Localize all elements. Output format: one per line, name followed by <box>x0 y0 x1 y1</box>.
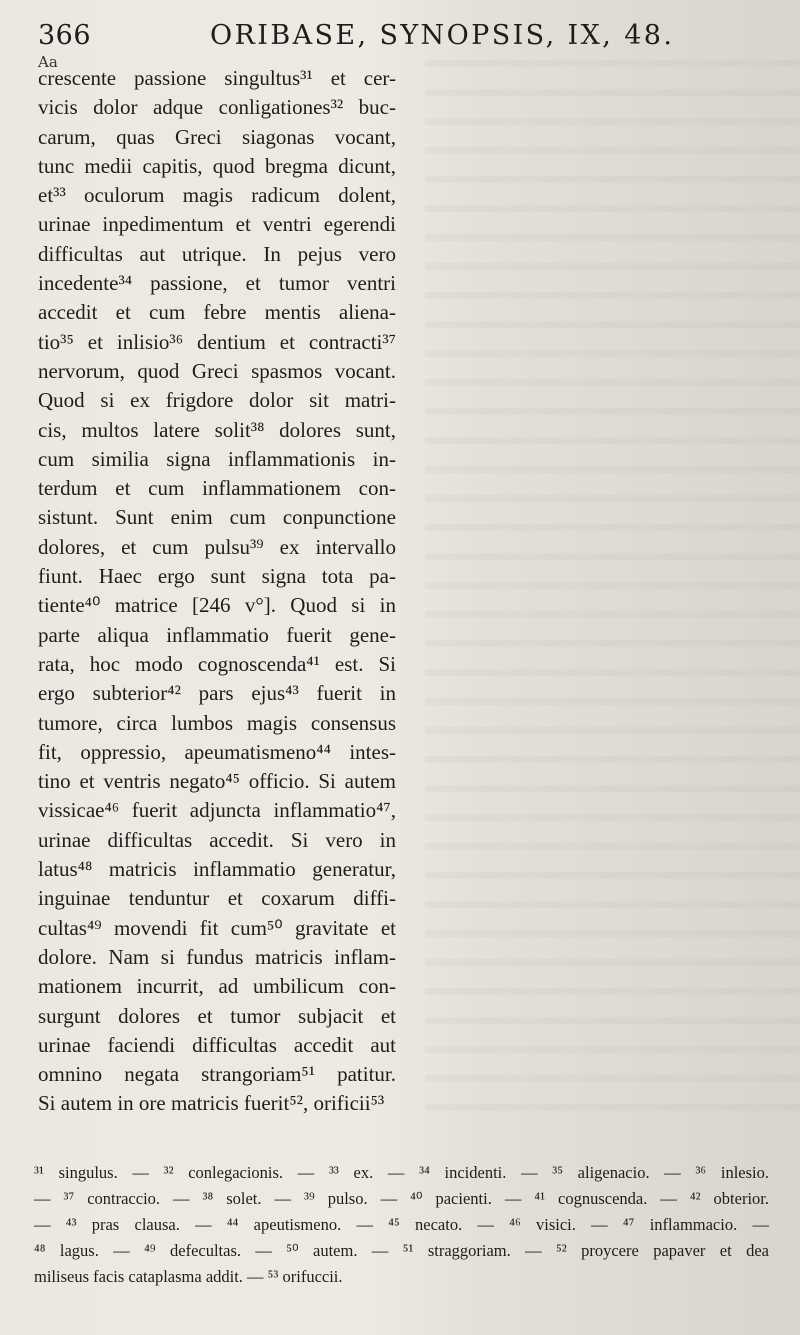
footnote-line: — ³⁷ contraccio. — ³⁸ solet. — ³⁹ pulso. — ⁴⁰ pacienti. — ⁴¹ cognuscenda. — ⁴² obterior. <box>34 1189 769 1208</box>
text-line: fiunt. Haec ergo sunt signa tota pa- <box>38 564 396 589</box>
text-line: crescente passione singultus³¹ et cer- <box>38 66 396 90</box>
text-line: ergo subterior⁴² pars ejus⁴³ fuerit in <box>38 681 396 706</box>
text-line: cultas⁴⁹ movendi fit cum⁵⁰ gravitate et <box>38 915 396 940</box>
show-through-facing-page <box>425 60 800 1120</box>
text-line: terdum et cum inflammationem con- <box>38 476 396 501</box>
text-line: tunc medii capitis, quod bregma dicunt, <box>38 153 396 178</box>
text-line: parte aliqua inflammatio fuerit gene- <box>38 622 396 647</box>
text-line: rata, hoc modo cognoscenda⁴¹ est. Si <box>38 651 396 676</box>
text-line: nervorum, quod Greci spasmos vocant. <box>38 358 396 383</box>
footnote-line: ⁴⁸ lagus. — ⁴⁹ defecultas. — ⁵⁰ autem. — ⁵¹ straggoriam. — ⁵² proycere papaver et dea <box>34 1241 769 1260</box>
main-text <box>38 64 396 1119</box>
text-line: surgunt dolores et tumor subjacit et <box>38 1003 396 1028</box>
text-line: accedit et cum febre mentis aliena- <box>38 300 396 325</box>
page-number: 366 <box>38 20 92 51</box>
text-line: dolore. Nam si fundus matricis inflam- <box>38 944 396 969</box>
signature-mark: Aa <box>38 53 58 71</box>
running-title: ORIBASE, SYNOPSIS, IX, 48. <box>210 20 675 51</box>
text-line: tiente⁴⁰ matrice [246 v°]. Quod si in <box>38 593 396 618</box>
text-line: Quod si ex frigdore dolor sit matri- <box>38 388 396 413</box>
text-line: vissicae⁴⁶ fuerit adjuncta inflammatio⁴⁷, <box>38 798 396 823</box>
text-line: carum, quas Greci siagonas vocant, <box>38 124 396 149</box>
text-line: vicis dolor adque conligationes³² buc- <box>38 95 396 120</box>
text-line: tio³⁵ et inlisio³⁶ dentium et contracti³⁷ <box>38 329 396 354</box>
text-line: fit, oppressio, apeumatismeno⁴⁴ intes- <box>38 739 396 764</box>
text-line: urinae faciendi difficultas accedit aut <box>38 1032 396 1057</box>
footnote-line: — ⁴³ pras clausa. — ⁴⁴ apeutismeno. — ⁴⁵ necato. — ⁴⁶ visici. — ⁴⁷ inflammacio. — <box>34 1215 769 1234</box>
text-line: Si autem in ore matricis fuerit⁵², orificii⁵³ <box>38 1091 385 1116</box>
text-line: et³³ oculorum magis radicum dolent, <box>38 183 396 208</box>
text-line: incedente³⁴ passione, et tumor ventri <box>38 271 396 296</box>
text-line: cum similia signa inflammationis in- <box>38 446 396 471</box>
text-line: tino et ventris negato⁴⁵ officio. Si autem <box>38 769 396 794</box>
text-line: sistunt. Sunt enim cum conpunctione <box>38 505 396 530</box>
text-line: latus⁴⁸ matricis inflammatio generatur, <box>38 857 396 882</box>
text-line: tumore, circa lumbos magis consensus <box>38 710 396 735</box>
text-line: urinae inpedimentum et ventri egerendi <box>38 212 396 237</box>
text-line: dolores, et cum pulsu³⁹ ex intervallo <box>38 534 396 559</box>
running-head <box>38 20 675 56</box>
footnotes <box>34 1160 769 1290</box>
text-line: omnino negata strangoriam⁵¹ patitur. <box>38 1062 396 1087</box>
text-line: cis, multos latere solit³⁸ dolores sunt, <box>38 417 396 442</box>
text-line: inguinae tenduntur et coxarum diffi- <box>38 886 396 911</box>
footnote-line: miliseus facis cataplasma addit. — ⁵³ orifuccii. <box>34 1267 343 1286</box>
text-line: difficultas aut utrique. In pejus vero <box>38 241 396 266</box>
footnote-line: ³¹ singulus. — ³² conlegacionis. — ³³ ex. — ³⁴ incidenti. — ³⁵ aligenacio. — ³⁶ inlesio. <box>34 1163 769 1182</box>
text-line: mationem incurrit, ad umbilicum con- <box>38 974 396 999</box>
text-line: urinae difficultas accedit. Si vero in <box>38 827 396 852</box>
